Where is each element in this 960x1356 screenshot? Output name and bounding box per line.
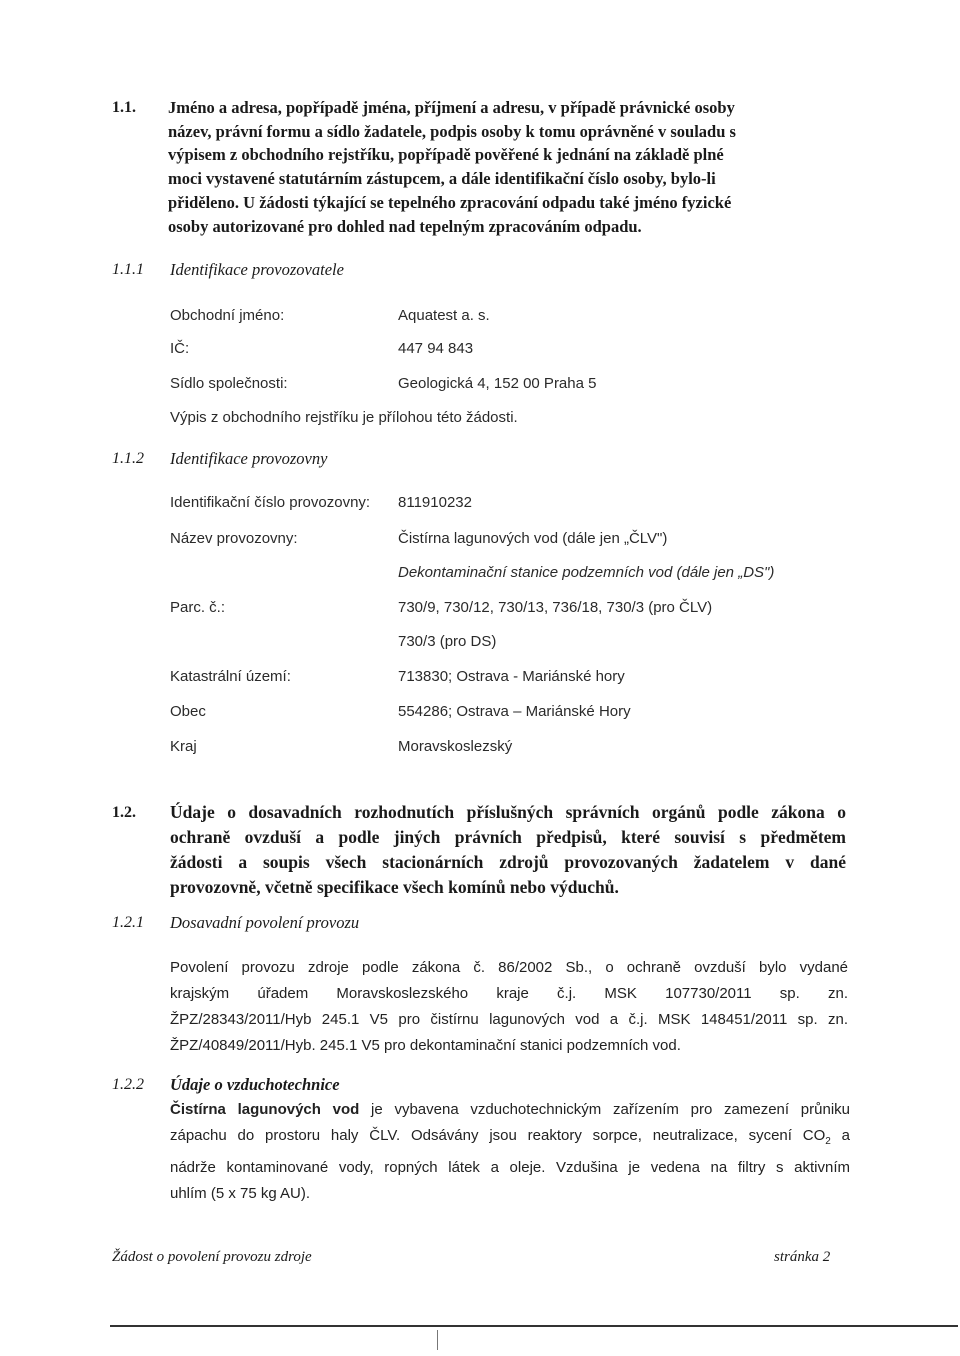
label-ico: IČ: [170,340,190,357]
section-1-1-2-title: Identifikace provozovny [170,449,328,468]
section-1-2-2-line [170,1097,850,1123]
section-1-2-1-body [170,955,848,1059]
section-number-1-2-2: 1.2.2 [112,1076,144,1093]
section-number-1-1-2: 1.1.2 [112,450,144,467]
value-parcel-clv: 730/9, 730/12, 730/13, 736/18, 730/3 (pro ČLV) [398,599,713,616]
value-facility-id: 811910232 [398,494,472,511]
line1-rest: je vybavena vzduchotechnickým zařízením pro zamezení průniku [359,1101,850,1118]
section-1-2-line: provozovně, včetně specifikace všech komínů nebo výduchů. [170,877,619,897]
registry-note: Výpis z obchodního rejstříku je přílohou této žádosti. [170,409,518,426]
footer-page-number: stránka 2 [774,1249,831,1265]
section-1-2-1-title: Dosavadní povolení provozu [170,913,360,932]
label-business-name: Obchodní jméno: [170,307,285,324]
facility-name-bold: Čistírna lagunových vod [170,1101,360,1118]
section-1-2-1-line: ŽPZ/40849/2011/Hyb. 245.1 V5 pro dekontaminační stanici podzemních vod. [170,1037,681,1054]
footer-title: Žádost o povolení provozu zdroje [112,1249,312,1265]
value-company-seat: Geologická 4, 152 00 Praha 5 [398,375,597,392]
section-1-2-line: žádosti a soupis všech stacionárních zdrojů provozovaných žadatelem v dané [170,852,846,872]
footer-tick [437,1330,438,1350]
section-1-1-line: Jméno a adresa, popřípadě jména, příjmení a adresu, v případě právnické osoby [168,98,735,117]
section-1-1-line: moci vystavené statutárním zástupcem, a dále identifikační číslo osoby, bylo-li [168,169,716,189]
section-1-1-heading [168,96,736,238]
section-1-1-line: přiděleno. U žádosti týkající se tepelného zpracování odpadu také jméno fyzické [168,192,732,212]
section-1-2-line: Údaje o dosavadních rozhodnutích příslušných správních orgánů podle zákona o [170,802,846,822]
section-1-1-line: osoby autorizované pro dohled nad tepelným zpracováním odpadu. [168,216,642,236]
section-1-2-2-line: uhlím (5 x 75 kg AU). [170,1185,311,1202]
value-facility-name-ds: Dekontaminační stanice podzemních vod (dále jen „DS") [398,564,775,581]
section-1-2-1-line: krajským úřadem Moravskoslezského kraje č.j. MSK 107730/2011 sp. zn. [170,985,848,1002]
label-cadastral-area: Katastrální území: [170,668,291,685]
section-1-2-heading [170,800,846,900]
value-parcel-ds: 730/3 (pro DS) [398,633,497,650]
value-facility-name-clv: Čistírna lagunových vod (dále jen „ČLV") [398,530,668,547]
section-1-2-1-line: ŽPZ/28343/2011/Hyb 245.1 V5 pro čistírnu lagunových vod a č.j. MSK 148451/2011 sp. zn. [170,1011,848,1028]
line2-text: zápachu do prostoru haly ČLV. Odsávány jsou reaktory sorpce, neutralizace, sycení CO [170,1127,826,1144]
section-1-1-line: výpisem z obchodního rejstříku, popřípadě pověřené k jednání na základě plné [168,145,724,165]
section-1-2-2-body [170,1097,850,1207]
section-number-1-1-1: 1.1.1 [112,261,144,278]
value-business-name: Aquatest a. s. [398,307,490,324]
value-cadastral-area: 713830; Ostrava - Mariánské hory [398,668,625,685]
section-number-1-1: 1.1. [112,99,136,116]
footer-rule [110,1325,958,1327]
label-municipality: Obec [170,703,206,720]
section-1-2-2-line [170,1123,850,1155]
value-ico: 447 94 843 [398,340,474,357]
value-municipality: 554286; Ostrava – Mariánské Hory [398,703,631,720]
section-number-1-2: 1.2. [112,804,136,821]
label-facility-name: Název provozovny: [170,530,298,547]
value-region: Moravskoslezský [398,738,513,755]
line2-end: a [830,1127,851,1144]
section-number-1-2-1: 1.2.1 [112,914,144,931]
section-1-1-1-title: Identifikace provozovatele [170,260,344,279]
co2-subscript: 2 [825,1136,831,1147]
label-parcel: Parc. č.: [170,599,226,616]
section-1-2-2-line: nádrže kontaminované vody, ropných látek a oleje. Vzdušina je vedena na filtry s aktivním [170,1159,850,1176]
section-1-2-2-title: Údaje o vzduchotechnice [170,1075,340,1094]
label-facility-id: Identifikační číslo provozovny: [170,494,371,511]
section-1-2-line: ochraně ovzduší a podle jiných právních předpisů, které souvisí s předmětem [170,827,846,847]
section-1-2-1-line: Povolení provozu zdroje podle zákona č. 86/2002 Sb., o ochraně ovzduší bylo vydané [170,959,848,976]
label-region: Kraj [170,738,197,755]
label-company-seat: Sídlo společnosti: [170,375,288,392]
section-1-1-line: název, právní formu a sídlo žadatele, podpis osoby k tomu oprávněné v souladu s [168,121,736,141]
